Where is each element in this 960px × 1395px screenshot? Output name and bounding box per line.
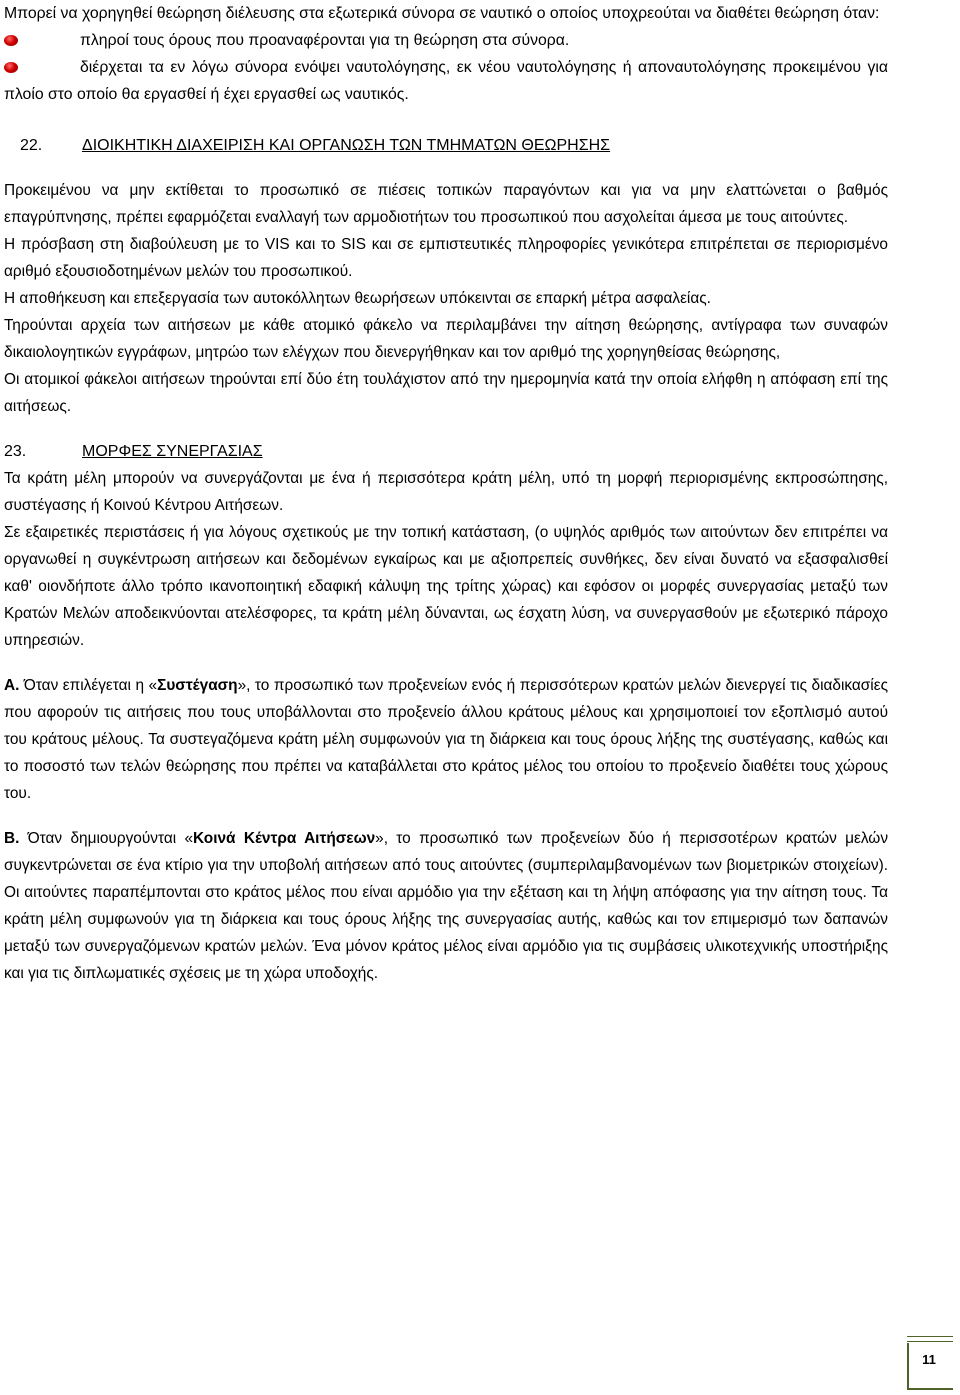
intro-line: Μπορεί να χορηγηθεί θεώρηση διέλευσης στα εξωτερικά σύνορα σε ναυτικό ο οποίος υποχρεούται να διαθέτει θεώρηση όταν: [4, 5, 880, 22]
item-b-lead: Όταν δημιουργούνται « [19, 830, 194, 847]
section-22-paragraph: Οι ατομικοί φάκελοι αιτήσεων τηρούνται επί δύο έτη τουλάχιστον από την ημερομηνία κατά την οποία ελήφθη η απόφαση επί της αιτήσεως. [4, 371, 888, 415]
section-22-paragraph: Η πρόσβαση στη διαβούλευση με το VIS και το SIS και σε εμπιστευτικές πληροφορίες γενικότερα επιτρέπεται σε περιορισμένο αριθμό εξουσιοδοτημένων μελών του προσωπικού. [4, 236, 888, 280]
intro-bullet-2 [4, 54, 888, 108]
footer-rule [907, 1336, 953, 1342]
intro-bullet-1-text: πληροί τους όρους που προαναφέρονται για τη θεώρηση στα σύνορα. [80, 32, 570, 49]
section-22-number: 22. [20, 137, 43, 154]
section-23-paragraph: Σε εξαιρετικές περιστάσεις ή για λόγους σχετικούς με την τοπική κατάσταση, (ο υψηλός αριθμός των αιτούντων δεν επιτρέπει να οργανωθεί η συγκέντρωση αιτήσεων και δεδομένων εγκαίρως και με αξιοπρεπείς συνθήκες, δεν είναι δυνατό να εξασφαλισθεί καθ' οιονδήποτε άλλο τρόπο ικανοποιητική εδαφική κάλυψη της τρίτης χώρας) και εφόσον οι μορφές συνεργασίας μεταξύ των Κρατών Μελών αποδεικνύονται ατελέσφορες, τα κράτη μέλη δύνανται, ως έσχατη λύση, να συνεργασθούν με εξωτερικό πάροχο υπηρεσιών. [4, 524, 888, 649]
intro-bullet-1 [4, 27, 888, 54]
item-a-term: Συστέγαση [157, 677, 238, 694]
section-23-number: 23. [4, 443, 27, 460]
section-23-title: ΜΟΡΦΕΣ ΣΥΝΕΡΓΑΣΙΑΣ [82, 443, 263, 460]
item-b-label: Β. [4, 830, 20, 847]
document-page [4, 0, 888, 987]
intro-bullet-2-text: διέρχεται τα εν λόγω σύνορα ενόψει ναυτολόγησης, εκ νέου ναυτολόγησης ή αποναυτολόγησης προκειμένου για πλοίο στο οποίο θα εργασθεί ή έχει εργασθεί ως ναυτικός. [4, 59, 888, 103]
item-a-label: Α. [4, 677, 20, 694]
item-b-text: », το προσωπικό των προξενείων δύο ή περισσοτέρων κρατών μελών συγκεντρώνεται σε ένα κτίριο για την υποβολή αιτήσεων από τους αιτούντες (συμπεριλαμβανομένων των βιομετρικών στοιχείων). Οι αιτούντες παραπέμπονται στο κράτος μέλος που είναι αρμόδιο για την εξέταση και τη λήψη απόφασης για την αίτηση τους. Τα κράτη μέλη συμφωνούν για τη διάρκεια και τους όρους λήξης της συνεργασίας αυτής, καθώς και τον επιμερισμό των δαπανών μεταξύ των συνεργαζόμενων κρατών μελών. Ένα μόνον κράτος μέλος είναι αρμόδιο για τις συμβάσεις υλικοτεχνικής υποστήριξης και για τις διπλωματικές σχέσεις με τη χώρα υποδοχής. [4, 830, 889, 982]
page-number: 11 [922, 1352, 936, 1367]
section-22-paragraph: Τηρούνται αρχεία των αιτήσεων με κάθε ατομικό φάκελο να περιλαμβάνει την αίτηση θεώρησης, αντίγραφα των συναφών δικαιολογητικών εγγράφων, μητρώο των ελέγχων που διενεργήθηκαν και τον αριθμό της χορηγηθείσας θεώρησης, [4, 317, 888, 361]
section-23-heading [4, 438, 888, 465]
item-a-text: », το προσωπικό των προξενείων ενός ή περισσότερων κρατών μελών διενεργεί τις διαδικασίες που αφορούν τις αιτήσεις που τους υποβάλλονται στο προξενείο άλλου κράτους μέλους και χρησιμοποιεί τον εξοπλισμό αυτού του κράτους μέλους. Τα συστεγαζόμενα κράτη μέλη συμφωνούν για τη διάρκεια και τους όρους λήξης της συστέγασης, καθώς και το ποσοστό των τελών θεώρησης που πρέπει να καταβάλλεται στο κράτος μέλος του οποίου το προξενείο διαθέτει τους χώρους του. [4, 677, 888, 802]
red-bullet-icon [4, 62, 18, 73]
section-23-paragraph: Τα κράτη μέλη μπορούν να συνεργάζονται με ένα ή περισσότερα κράτη μέλη, υπό τη μορφή περιορισμένης εκπροσώπησης, συστέγασης ή Κοινού Κέντρου Αιτήσεων. [4, 470, 888, 514]
section-23-item-a [4, 672, 888, 807]
section-22-paragraph: Η αποθήκευση και επεξεργασία των αυτοκόλλητων θεωρήσεων υπόκεινται σε επαρκή μέτρα ασφαλείας. [4, 290, 711, 307]
section-22-title: ΔΙΟΙΚΗΤΙΚΗ ΔΙΑΧΕΙΡΙΣΗ ΚΑΙ ΟΡΓΑΝΩΣΗ ΤΩΝ ΤΜΗΜΑΤΩΝ ΘΕΩΡΗΣΗΣ [82, 137, 611, 154]
section-22-paragraph: Προκειμένου να μην εκτίθεται το προσωπικό σε πιέσεις τοπικών παραγόντων και για να μην ελαττώνεται ο βαθμός επαγρύπνησης, πρέπει εφαρμόζεται εναλλαγή των αρμοδιοτήτων του προσωπικού που ασχολείται άμεσα με τους αιτούντες. [4, 182, 888, 226]
section-22-heading [20, 132, 888, 159]
section-23-item-b [4, 825, 888, 987]
item-b-term: Κοινά Κέντρα Αιτήσεων [193, 830, 376, 847]
red-bullet-icon [4, 35, 18, 46]
item-a-lead: Όταν επιλέγεται η « [19, 677, 158, 694]
